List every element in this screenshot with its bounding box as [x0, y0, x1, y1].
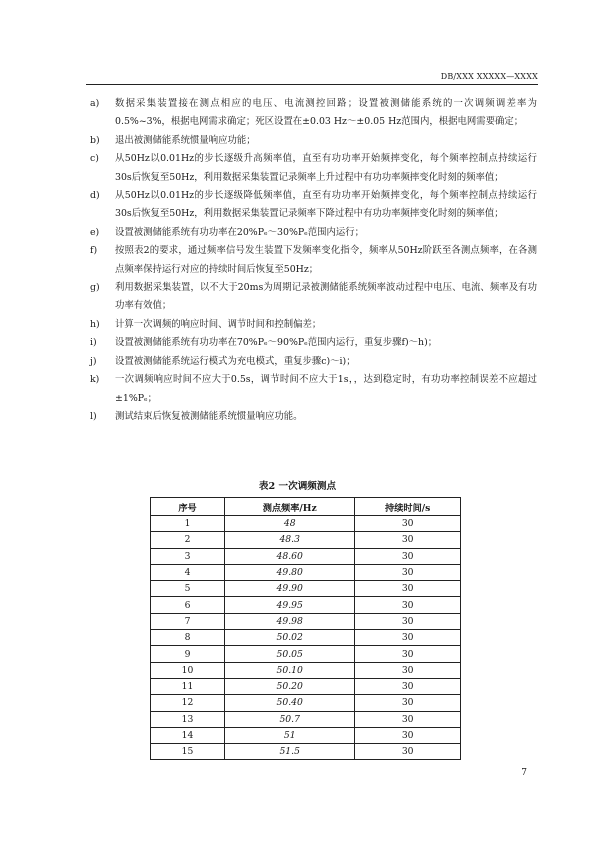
cell-duration: 30: [355, 744, 461, 760]
item-text: 测试结束后恢复被测储能系统惯量响应功能。: [115, 410, 303, 422]
item-text: 设置被测储能系统运行模式为充电模式，重复步骤c)～i)；: [115, 355, 356, 367]
cell-duration: 30: [355, 646, 461, 662]
table-row: [151, 532, 461, 548]
list-item: [0, 353, 595, 371]
cell-frequency: 49.90: [225, 581, 355, 597]
cell-duration: 30: [355, 711, 461, 727]
cell-frequency: 51.5: [225, 744, 355, 760]
cell-duration: 30: [355, 678, 461, 694]
item-text: 从50Hz以0.01Hz的步长逐级升高频率值，直至有功功率开始频摔变化，每个频率控制点持续运行30s后恢复至50Hz，利用数据采集装置记录频率上升过程中有功功率频摔变化时刻的频率值；: [115, 153, 537, 183]
cell-frequency: 49.95: [225, 597, 355, 613]
cell-index: 14: [151, 727, 225, 743]
table-caption: 表2 一次调频测点: [258, 481, 337, 492]
cell-index: 15: [151, 744, 225, 760]
cell-duration: 30: [355, 597, 461, 613]
item-text: 数据采集装置接在测点相应的电压、电流测控回路；设置被测储能系统的一次调频调差率为0.5%~3%，根据电网需求确定；死区设置在±0.03 Hz～±0.05 Hz范围内，根据电网需要确定；: [115, 98, 537, 128]
table-row: [151, 711, 461, 727]
table-row: [151, 678, 461, 694]
cell-index: 6: [151, 597, 225, 613]
column-header-index: 序号: [151, 498, 225, 516]
cell-index: 5: [151, 581, 225, 597]
table-row: [151, 516, 461, 532]
document-code-header: DB/XXX XXXXX—XXXX: [440, 72, 538, 81]
item-text: 按照表2的要求，通过频率信号发生装置下发频率变化指令，频率从50Hz阶跃至各测点频率，在各测点频率保持运行对应的持续时间后恢复至50Hz；: [115, 245, 537, 275]
list-item: [0, 242, 595, 279]
item-marker: k): [90, 374, 100, 386]
cell-index: 9: [151, 646, 225, 662]
list-item: [0, 279, 595, 316]
procedure-list: [0, 95, 595, 426]
cell-index: 8: [151, 630, 225, 646]
table-row: [151, 695, 461, 711]
cell-index: 7: [151, 613, 225, 629]
cell-duration: 30: [355, 548, 461, 564]
cell-index: 2: [151, 532, 225, 548]
item-text: 计算一次调频的响应时间、调节时间和控制偏差；: [115, 318, 322, 330]
item-marker: h): [90, 318, 100, 330]
cell-duration: 30: [355, 516, 461, 532]
list-item: [0, 224, 595, 242]
cell-duration: 30: [355, 613, 461, 629]
cell-index: 13: [151, 711, 225, 727]
cell-frequency: 50.20: [225, 678, 355, 694]
cell-frequency: 48.3: [225, 532, 355, 548]
table-row: [151, 548, 461, 564]
cell-duration: 30: [355, 695, 461, 711]
table-row: [151, 662, 461, 678]
table-row: [151, 597, 461, 613]
cell-frequency: 48: [225, 516, 355, 532]
cell-frequency: 50.7: [225, 711, 355, 727]
cell-frequency: 50.40: [225, 695, 355, 711]
item-text: 退出被测储能系统惯量响应功能；: [115, 134, 256, 146]
cell-duration: 30: [355, 630, 461, 646]
cell-index: 10: [151, 662, 225, 678]
list-item: [0, 150, 595, 187]
table-row: [151, 613, 461, 629]
cell-frequency: 50.05: [225, 646, 355, 662]
item-marker: a): [90, 98, 100, 109]
cell-index: 12: [151, 695, 225, 711]
table-row: [151, 630, 461, 646]
table-row: [151, 581, 461, 597]
item-text: 从50Hz以0.01Hz的步长逐级降低频率值，直至有功功率开始频摔变化，每个频率控制点持续运行30s后恢复至50Hz，利用数据采集装置记录频率下降过程中有功功率频摔变化时刻的频率值；: [115, 190, 537, 220]
page-number: 7: [521, 768, 527, 778]
frequency-test-points-table: [150, 497, 461, 760]
item-marker: e): [90, 226, 100, 238]
item-marker: d): [90, 190, 100, 202]
item-marker: l): [90, 410, 97, 422]
cell-frequency: 48.60: [225, 548, 355, 564]
cell-frequency: 49.98: [225, 613, 355, 629]
item-marker: b): [90, 134, 100, 146]
cell-index: 11: [151, 678, 225, 694]
cell-duration: 30: [355, 727, 461, 743]
item-marker: j): [90, 355, 97, 367]
column-header-frequency: 测点频率/Hz: [225, 498, 355, 516]
item-marker: g): [90, 282, 100, 294]
list-item: [0, 371, 595, 408]
item-text: 一次调频响应时间不应大于0.5s，调节时间不应大于1s，，达到稳定时，有功功率控制误差不应超过±1%Pₑ；: [115, 374, 537, 404]
item-text: 设置被测储能系统有功功率在20%Pₑ～30%Pₑ范围内运行；: [115, 226, 365, 238]
item-text: 设置被测储能系统有功功率在70%Pₑ～90%Pₑ范围内运行，重复步骤f)～h)；: [115, 337, 438, 349]
cell-index: 1: [151, 516, 225, 532]
item-marker: f): [90, 245, 98, 257]
cell-frequency: 51: [225, 727, 355, 743]
item-text: 利用数据采集装置，以不大于20ms为周期记录被测储能系统频率波动过程中电压、电流、频率及有功功率有效值；: [115, 282, 537, 312]
cell-frequency: 50.02: [225, 630, 355, 646]
cell-frequency: 49.80: [225, 564, 355, 580]
header-rule: [86, 84, 538, 85]
cell-index: 3: [151, 548, 225, 564]
column-header-duration: 持续时间/s: [355, 498, 461, 516]
list-item: [0, 187, 595, 224]
item-marker: c): [90, 153, 99, 165]
list-item: [0, 334, 595, 352]
table-row: [151, 564, 461, 580]
cell-duration: 30: [355, 532, 461, 548]
item-marker: i): [90, 337, 97, 349]
cell-duration: 30: [355, 581, 461, 597]
list-item: [0, 132, 595, 150]
list-item: [0, 408, 595, 426]
table-header-row: [151, 498, 461, 516]
table-row: [151, 744, 461, 760]
table-row: [151, 646, 461, 662]
cell-frequency: 50.10: [225, 662, 355, 678]
cell-index: 4: [151, 564, 225, 580]
list-item: [0, 95, 595, 132]
table-row: [151, 727, 461, 743]
list-item: [0, 316, 595, 334]
cell-duration: 30: [355, 564, 461, 580]
cell-duration: 30: [355, 662, 461, 678]
